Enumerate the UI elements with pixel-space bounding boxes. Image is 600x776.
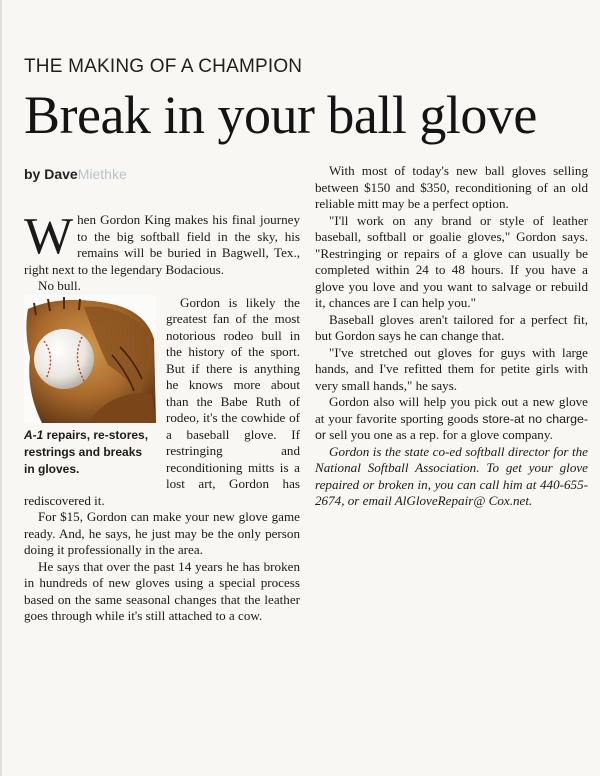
author-last-name: Miethke [77,166,127,182]
paragraph-fifteen-dollars: For $15, Gordon can make your new glove game ready. And, he says, he just may be the only person doing it professionally in the area. [24,509,300,557]
paragraph-pick-out [315,394,588,444]
paragraph-greatest-fan [24,295,300,510]
left-column [24,208,300,625]
drop-cap: W [24,208,74,265]
paragraph-quote-repairs: "I'll work on any brand or style of leather baseball, softball or goalie gloves," Gordon says. "Restringing or repairs of a glove can usually be completed within 24 to 48 hours. If you have a glove you love and you want to salvage or rebuild it, chances are I can help you." [315,212,588,310]
caption-lead: A-1 [24,427,44,442]
byline [24,166,127,182]
paragraph-no-bull: No bull. [38,278,81,293]
caption-text: repairs, re-stores, restrings and breaks in gloves. [24,427,149,476]
pick-out-text-b: store-at no charge-or [315,411,589,442]
photo-caption [24,427,156,478]
pick-out-text-c: sell you one as a rep. for a glove company. [326,427,553,442]
byline-prefix: by [24,166,45,182]
paragraph-intro-text: hen Gordon King makes his final journey to the big softball field in the sky, his remains will be buried in Bagwell, Tex., right next to the legendary Bodacious. [24,212,300,277]
pick-out-text-a: Gordon also will help you pick out a new glove at your favorite sporting goods [315,394,588,426]
section-kicker: THE MAKING OF A CHAMPION [24,56,303,77]
paragraph-tailored: Baseball gloves aren't tailored for a perfect fit, but Gordon says he can change that. [315,311,588,343]
photo-block [24,295,156,478]
author-first-name: Dave [44,166,78,182]
headline: Break in your ball glove [24,85,537,145]
author-bio: Gordon is the state co-ed softball director for the National Softball Association. To get your glove repaired or broken in, you can call him at 440-655-2674, or email AlGloveRepair@ Cox.net. [315,443,588,508]
paragraph-prices: With most of today's new ball gloves selling between $150 and $350, reconditioning of an old reliable mitt may be a perfect option. [315,163,588,211]
glove-photo [24,295,156,423]
right-column [315,163,588,510]
paragraph-greatest-fan-text: Gordon is likely the greatest fan of the most notorious rodeo bull in the history of the sport. But if there is anything he knows more about than the Babe Ruth of rodeo, it's the cowhide of a baseball glove. If restringing and reconditioning mitts is a lost art, Gordon has rediscovered it. [24,294,300,508]
paragraph-quote-hands: "I've stretched out gloves for guys with large hands, and I've refitted them for petite girls with very small hands," he says. [315,344,588,393]
paragraph-fourteen-years: He says that over the past 14 years he has broken in hundreds of new gloves using a special process based on the same seasonal changes that the leather goes through while it's still attached to a cow. [24,558,300,623]
paragraph-intro [24,208,300,278]
baseball-glove-image [24,295,156,423]
